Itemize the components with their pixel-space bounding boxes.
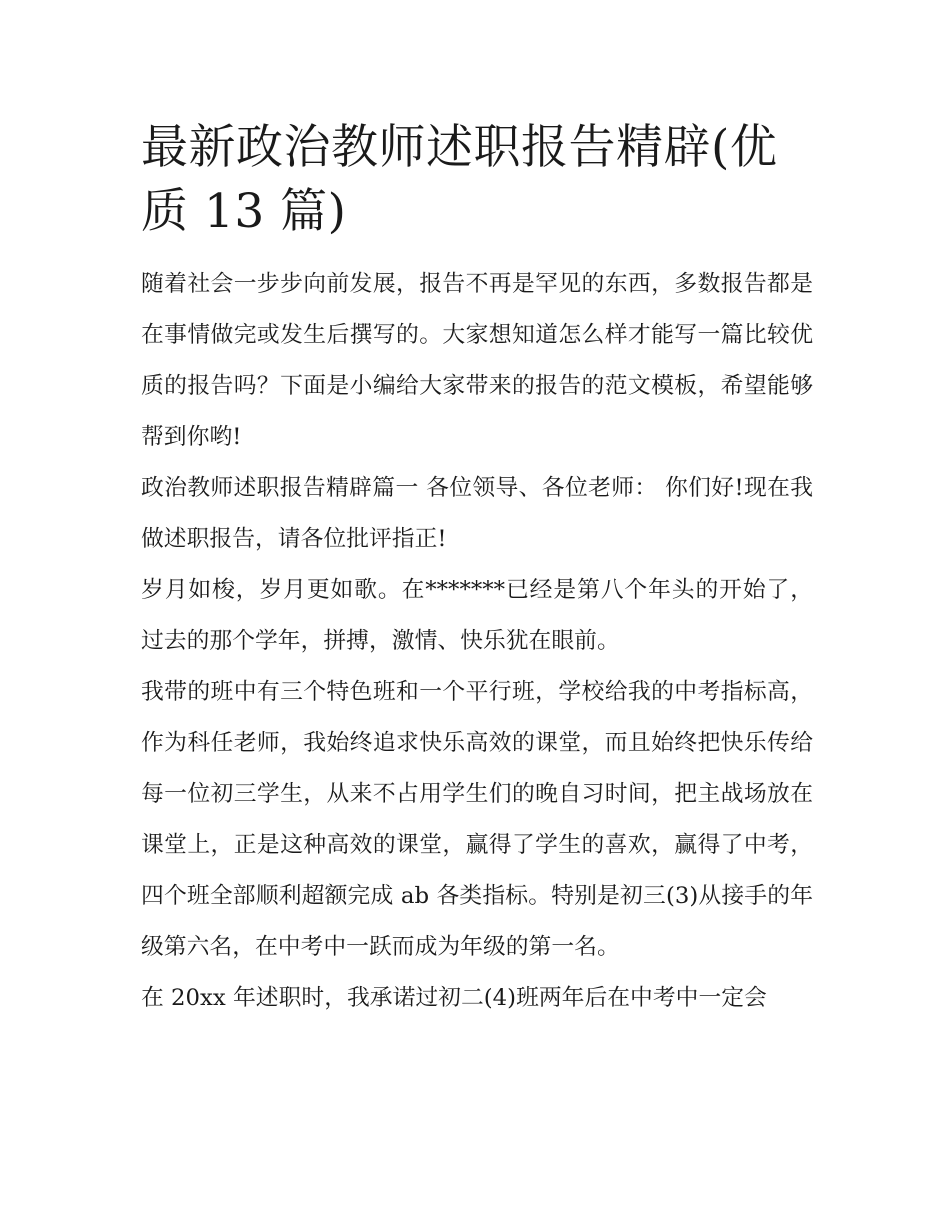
paragraph-greeting: 政治教师述职报告精辟篇一 各位领导、各位老师： 你们好!现在我做述职报告，请各位批评指正! <box>141 475 813 552</box>
document-title: 最新政治教师述职报告精辟(优质 13 篇) <box>141 120 778 239</box>
paragraph-years: 岁月如梭，岁月更如歌。在*******已经是第八个年头的开始了，过去的那个学年，拼搏，激情、快乐犹在眼前。 <box>141 577 813 654</box>
paragraph-promise: 在 20xx 年述职时，我承诺过初二(4)班两年后在中考中一定会 <box>141 985 767 1011</box>
paragraph-classes: 我带的班中有三个特色班和一个平行班，学校给我的中考指标高，作为科任老师，我始终追求快乐高效的课堂，而且始终把快乐传给每一位初三学生，从来不占用学生们的晚自习时间，把主战场放在课堂上，正是这种高效的课堂，赢得了学生的喜欢，赢得了中考，四个班全部顺利超额完成 ab 各类指标。特别是初三(3)从接手的年级第六名，在中考中一跃而成为年级的第一名。 <box>141 679 813 960</box>
paragraph-intro: 随着社会一步步向前发展，报告不再是罕见的东西，多数报告都是在事情做完或发生后撰写的。大家想知道怎么样才能写一篇比较优质的报告吗？下面是小编给大家带来的报告的范文模板，希望能够帮到你哟! <box>141 271 813 450</box>
document-body <box>141 116 813 1024</box>
